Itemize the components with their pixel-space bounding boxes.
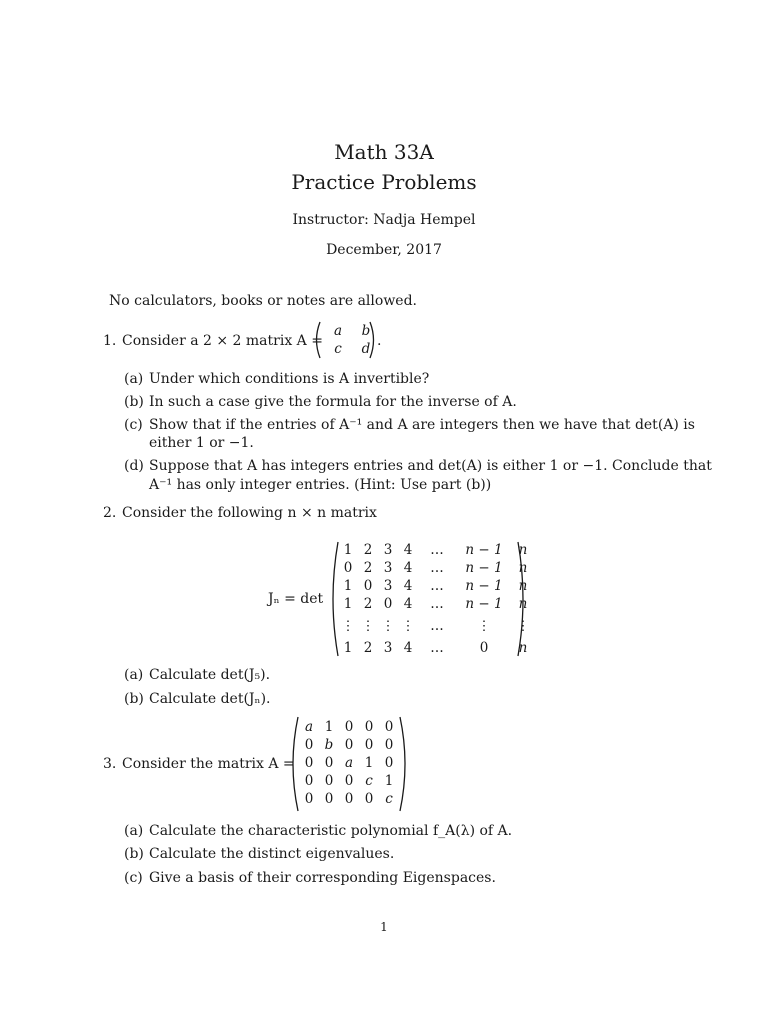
matrix-entry: 2 <box>363 542 373 558</box>
matrix-entry: a <box>304 719 314 735</box>
matrix-entry: … <box>430 542 444 558</box>
part-label: (d) <box>124 458 144 474</box>
matrix-entry: n <box>518 640 528 656</box>
part-label: (a) <box>124 667 144 683</box>
part-label: (a) <box>124 371 144 387</box>
matrix-entry: 0 <box>324 755 334 771</box>
part-text-continued: A⁻¹ has only integer entries. (Hint: Use part (b)) <box>149 477 492 493</box>
problem-1-stem: Consider a 2 × 2 matrix A = <box>122 333 323 349</box>
matrix-entry: b <box>324 737 334 753</box>
matrix-entry: 4 <box>403 560 413 576</box>
instructor: Instructor: Nadja Hempel <box>292 212 476 228</box>
problem-1-number: 1. <box>103 333 117 349</box>
matrix-entry: c <box>365 773 373 789</box>
part-text: Calculate the distinct eigenvalues. <box>149 846 395 862</box>
matrix-entry: n − 1 <box>465 560 503 576</box>
part-text: Calculate the characteristic polynomial f_A(λ) of A. <box>149 823 513 839</box>
matrix-entry: 1 <box>343 578 353 594</box>
matrix-entry: 0 <box>324 791 334 807</box>
matrix-entry: 0 <box>364 737 374 753</box>
matrix-entry: 0 <box>344 719 354 735</box>
matrix-entry: 2 <box>363 560 373 576</box>
problem-2-matrix <box>338 541 534 657</box>
part-label: (b) <box>124 846 144 862</box>
part-label: (c) <box>124 870 143 886</box>
matrix-entry: d <box>361 341 371 357</box>
left-parenthesis <box>312 320 322 360</box>
part-text: Under which conditions is A invertible? <box>149 371 430 387</box>
matrix-entry: 1 <box>364 755 374 771</box>
matrix-entry: … <box>430 560 444 576</box>
matrix-entry: 0 <box>304 773 314 789</box>
matrix-entry: … <box>430 618 444 634</box>
problem-3-number: 3. <box>103 756 117 772</box>
matrix-entry: … <box>430 640 444 656</box>
matrix-entry: 4 <box>403 640 413 656</box>
matrix-entry: 0 <box>384 719 394 735</box>
date: December, 2017 <box>326 242 442 258</box>
matrix-entry: n <box>518 596 528 612</box>
matrix-entry: 0 <box>304 755 314 771</box>
course-title: Math 33A <box>334 140 434 164</box>
matrix-entry: a <box>333 323 343 339</box>
matrix-entry: 1 <box>324 719 334 735</box>
matrix-entry: 0 <box>479 640 489 656</box>
part-label: (b) <box>124 691 144 707</box>
matrix-entry: 4 <box>403 578 413 594</box>
part-text: Show that if the entries of A⁻¹ and A are integers then we have that det(A) is <box>149 417 695 433</box>
matrix-entry: n − 1 <box>465 578 503 594</box>
matrix-entry: 0 <box>384 737 394 753</box>
part-text-continued: either 1 or −1. <box>149 435 254 451</box>
matrix-entry: 3 <box>383 542 393 558</box>
matrix-entry: 4 <box>403 596 413 612</box>
matrix-entry: ⋮ <box>516 618 530 634</box>
matrix-entry: 3 <box>383 560 393 576</box>
matrix-entry: ⋮ <box>341 618 355 634</box>
matrix-entry: 0 <box>364 719 374 735</box>
matrix-entry: 1 <box>384 773 394 789</box>
matrix-entry: 4 <box>403 542 413 558</box>
matrix-entry: 2 <box>363 596 373 612</box>
matrix-entry: ⋮ <box>361 618 375 634</box>
part-text: Calculate det(J₅). <box>149 667 271 683</box>
page-number: 1 <box>380 920 388 934</box>
part-text: Give a basis of their corresponding Eigenspaces. <box>149 870 496 886</box>
matrix-entry: 2 <box>363 640 373 656</box>
right-parenthesis <box>516 540 528 658</box>
problem-2-lhs: Jₙ = det <box>268 591 324 607</box>
part-label: (c) <box>124 417 143 433</box>
matrix-entry: n − 1 <box>465 542 503 558</box>
matrix-entry: 0 <box>324 773 334 789</box>
problem-2-number: 2. <box>103 505 117 521</box>
part-text: Calculate det(Jₙ). <box>149 691 271 707</box>
matrix-entry: 0 <box>304 737 314 753</box>
problem-3-stem: Consider the matrix A = <box>122 756 295 772</box>
problem-2-stem: Consider the following n × n matrix <box>122 505 377 521</box>
matrix-entry: ⋮ <box>401 618 415 634</box>
part-label: (b) <box>124 394 144 410</box>
problem-1-end: . <box>377 333 382 349</box>
part-label: (a) <box>124 823 144 839</box>
matrix-entry: 0 <box>344 773 354 789</box>
matrix-entry: … <box>430 578 444 594</box>
matrix-entry: 0 <box>383 596 393 612</box>
matrix-entry: ⋮ <box>477 618 491 634</box>
rules-text: No calculators, books or notes are allowed. <box>109 293 417 309</box>
matrix-entry: … <box>430 596 444 612</box>
matrix-entry: 0 <box>343 560 353 576</box>
part-text: Suppose that A has integers entries and det(A) is either 1 or −1. Conclude that <box>149 458 712 474</box>
matrix-entry: b <box>361 323 371 339</box>
matrix-entry: 0 <box>363 578 373 594</box>
right-parenthesis <box>398 715 410 813</box>
matrix-entry: 0 <box>304 791 314 807</box>
matrix-entry: c <box>334 341 342 357</box>
matrix-entry: c <box>385 791 393 807</box>
matrix-entry: 0 <box>384 755 394 771</box>
matrix-entry: ⋮ <box>381 618 395 634</box>
matrix-entry: 1 <box>343 542 353 558</box>
matrix-entry: 3 <box>383 578 393 594</box>
matrix-entry: 1 <box>343 640 353 656</box>
problem-3-matrix <box>299 718 399 808</box>
matrix-entry: a <box>344 755 354 771</box>
matrix-entry: 1 <box>343 596 353 612</box>
matrix-entry: n <box>518 560 528 576</box>
matrix-entry: 0 <box>344 737 354 753</box>
matrix-entry: n <box>518 578 528 594</box>
matrix-entry: 3 <box>383 640 393 656</box>
matrix-entry: 0 <box>344 791 354 807</box>
document-title: Practice Problems <box>291 170 477 194</box>
matrix-entry: 0 <box>364 791 374 807</box>
matrix-entry: n <box>518 542 528 558</box>
part-text: In such a case give the formula for the inverse of A. <box>149 394 517 410</box>
matrix-entry: n − 1 <box>465 596 503 612</box>
